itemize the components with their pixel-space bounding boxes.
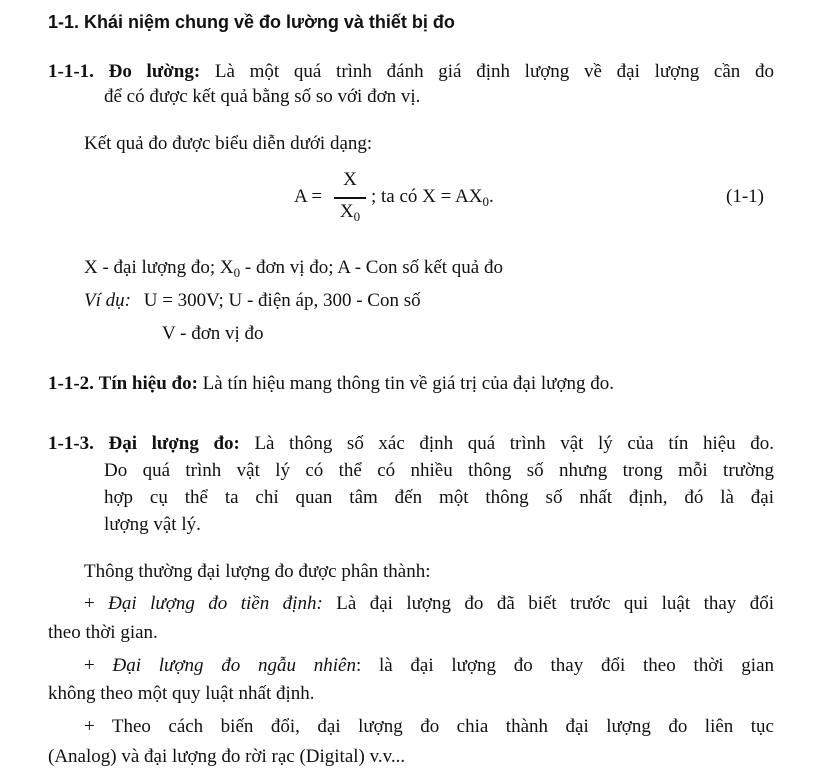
formula-rhs: ; ta có $X = AX_0$.: [371, 186, 494, 209]
section-text: Là tín hiệu mang thông tin về giá trị của đại lượng đo.: [202, 373, 615, 394]
section-title: Đo lường:: [108, 61, 201, 82]
bullet-random: + Đại lượng đo ngẫu nhiên: là đại lượng đo thay đổi theo thời gian: [84, 655, 774, 676]
classification-intro: Thông thường đại lượng đo được phân thành:: [84, 561, 431, 582]
bullet-conversion-cont: (Analog) và đại lượng đo rời rạc (Digital) v.v...: [48, 746, 406, 767]
formula-legend: X - đại lượng đo; $X_0$ - đơn vị đo; A - Con số kết quả đo: [84, 257, 503, 280]
section-number: 1-1-2.: [48, 373, 94, 394]
example-unit: V - đơn vị đo: [162, 323, 264, 344]
bullet-conversion: + Theo cách biến đổi, đại lượng đo chia thành đại lượng đo liên tục: [84, 716, 774, 737]
page-heading: 1-1. Khái niệm chung về đo lường và thiết bị đo: [48, 12, 455, 32]
example-label: Ví dụ:: [84, 290, 131, 311]
fraction-denominator: $X_0$: [339, 201, 361, 224]
fraction-numerator: X: [343, 169, 357, 190]
example-text: U = 300V; U - điện áp, 300 - Con số: [143, 290, 421, 311]
term-random: Đại lượng đo ngẫu nhiên: [112, 655, 356, 676]
section-number: 1-1-3.: [48, 433, 94, 454]
section-1-1-3-line-3: hợp cụ thể ta chỉ quan tâm đến một thông số nhất định, đó là đại: [104, 487, 774, 508]
term-deterministic: Đại lượng đo tiền định:: [108, 593, 323, 614]
fraction-bar: [334, 197, 366, 199]
bullet-deterministic-cont: theo thời gian.: [48, 622, 158, 643]
section-1-1-1-line-1: [48, 60, 774, 84]
section-text: Là thông số xác định quá trình vật lý của tín hiệu đo.: [254, 433, 775, 454]
bullet-random-cont: không theo một quy luật nhất định.: [48, 683, 315, 704]
formula-lhs: A =: [294, 186, 323, 207]
formula-number: (1-1): [726, 186, 764, 207]
section-title: Tín hiệu đo:: [98, 373, 198, 394]
section-number: 1-1-1.: [48, 61, 94, 82]
section-1-1-3-line-2: Do quá trình vật lý có thể có nhiều thông số nhưng trong mỗi trường: [104, 460, 774, 481]
section-1-1-3-line-1: [48, 432, 774, 456]
section-1-1-3-line-4: lượng vật lý.: [104, 514, 201, 535]
section-1-1-1-line-2: để có được kết quả bằng số so với đơn vị.: [104, 86, 421, 107]
section-text: Là một quá trình đánh giá định lượng về đại lượng cần đo: [214, 61, 774, 82]
example-line: [84, 289, 421, 313]
section-title: Đại lượng đo:: [108, 433, 240, 454]
formula-intro: Kết quả đo được biểu diễn dưới dạng:: [84, 133, 373, 154]
bullet-deterministic: + Đại lượng đo tiền định: Là đại lượng đo đã biết trước qui luật thay đổi: [84, 593, 774, 614]
section-1-1-2: [48, 372, 614, 396]
